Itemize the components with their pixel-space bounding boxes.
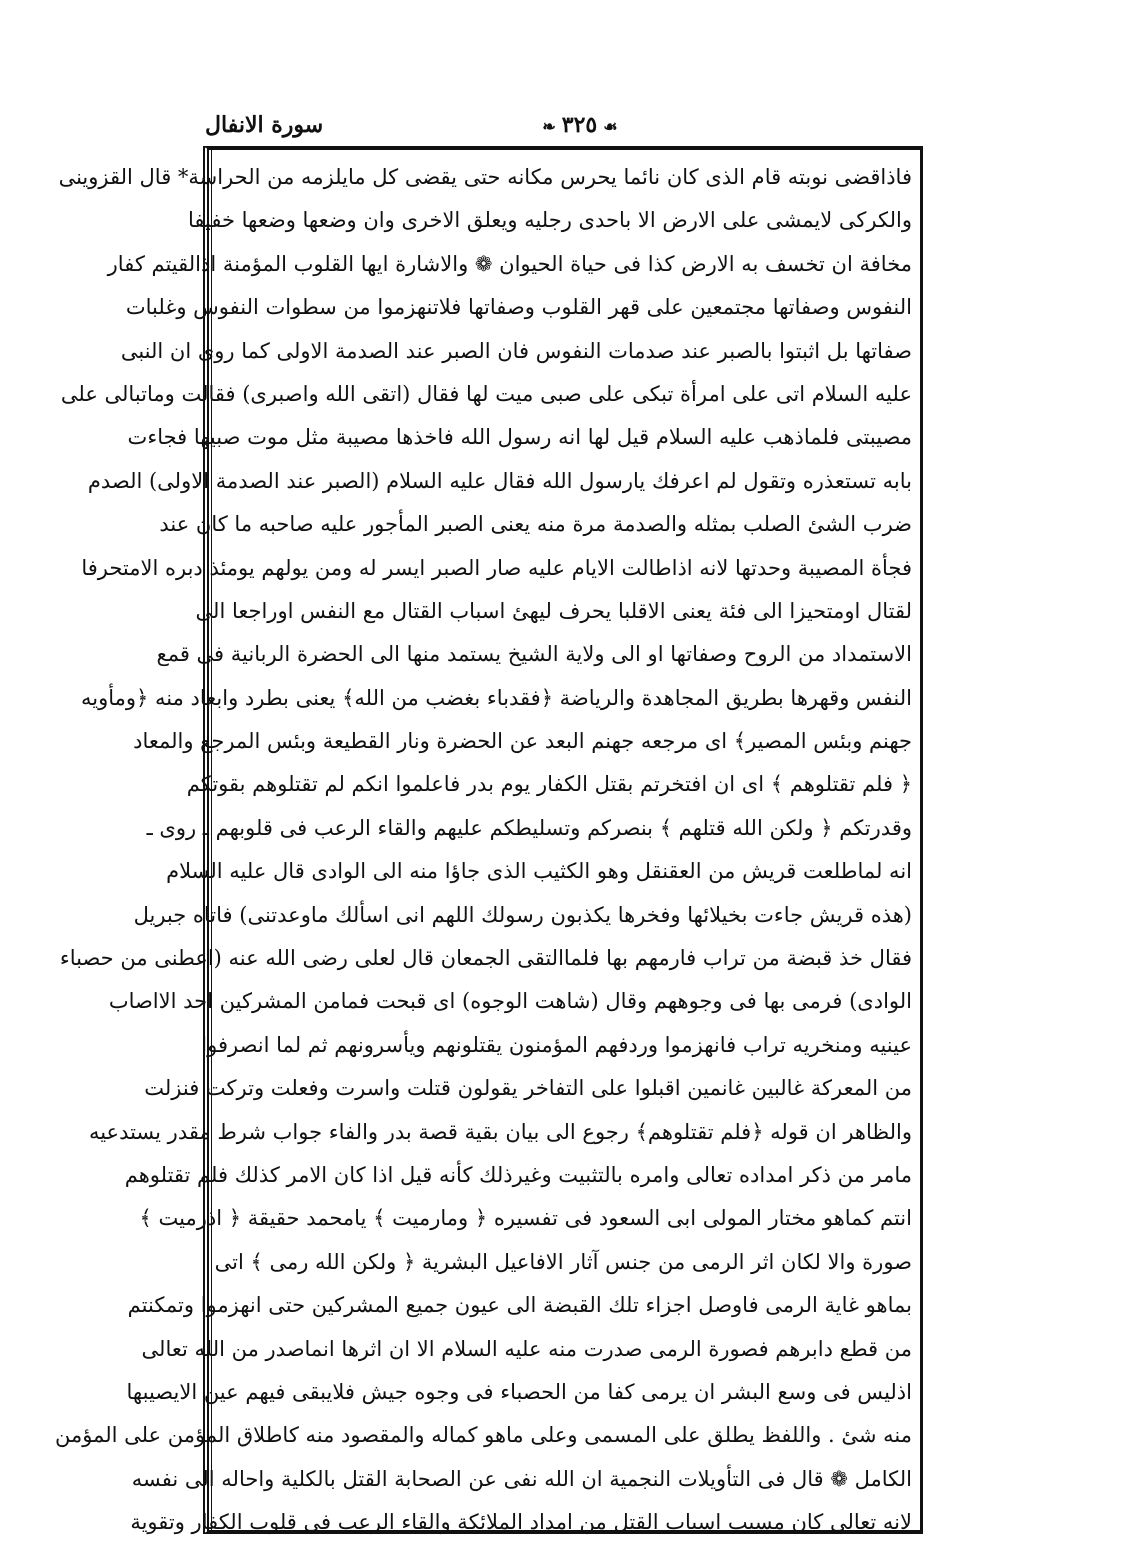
text-line: من المعركة غالبين غانمين اقبلوا على التفاخر يقولون قتلت واسرت وفعلت وتركت فنزلت	[144, 1076, 912, 1101]
text-line: انه لماطلعت قريش من العقنقل وهو الكثيب الذى جاؤا منه الى الوادى قال عليه السلام	[166, 859, 912, 884]
text-line: والظاهر ان قوله ﴿فلم تقتلوهم﴾ رجوع الى بيان بقية قصة بدر والفاء جواب شرط مقدر يستدعيه	[88, 1119, 912, 1144]
text-line: لقتال اومتحيزا الى فئة يعنى الاقلبا يحرف ليهئ اسباب القتال مع النفس اوراجعا الى	[195, 598, 912, 623]
text-line: بابه تستعذره وتقول لم اعرفك يارسول الله فقال عليه السلام (الصبر عند الصدمة الاولى) الصدم	[87, 468, 912, 493]
body-text	[54, 156, 912, 1545]
text-line: مامر من ذكر امداده تعالى وامره بالتثبيت وغيرذلك كأنه قيل اذا كان الامر كذلك فلم تقتلوهم	[124, 1162, 912, 1187]
text-line: انتم كماهو مختار المولى ابى السعود فى تفسيره ﴿ ومارميت ﴾ يامحمد حقيقة ﴿ اذرميت ﴾	[139, 1206, 912, 1231]
text-line: الاستمداد من الروح وصفاتها او الى ولاية الشيخ يستمد منها الى الحضرة الربانية فى قمع	[156, 642, 912, 667]
text-line: النفس وقهرها بطريق المجاهدة والرياضة ﴿فقدباء بغضب من الله﴾ يعنى بطرد وابعاد منه ﴿ومأويه	[80, 685, 912, 710]
text-line: ﴿ فلم تقتلوهم ﴾ اى ان افتخرتم بقتل الكفار يوم بدر فاعلموا انكم لم تقتلوهم بقوتكم	[186, 772, 912, 797]
text-line: فجأة المصيبة وحدتها لانه اذاطالت الايام عليه صار الصبر ايسر له ومن يولهم يومئذ دبره الامتحرفا	[81, 555, 912, 580]
page-number	[500, 112, 660, 138]
text-line: مصيبتى فلماذهب عليه السلام قيل لها انه رسول الله فاخذها مصيبة مثل موت صبيها فجاءت	[127, 425, 912, 450]
text-line: صورة والا لكان اثر الرمى من جنس آثار الافاعيل البشرية ﴿ ولكن الله رمى ﴾ اتى	[214, 1249, 912, 1274]
text-line: منه شئ . واللفظ يطلق على المسمى وعلى ماهو كماله والمقصود منه كاطلاق المؤمن على المؤمن	[54, 1423, 912, 1448]
text-line: صفاتها بل اثبتوا بالصبر عند صدمات النفوس فان الصبر عند الصدمة الاولى كما روى ان النبى	[120, 338, 912, 363]
text-line: عليه السلام اتى على امرأة تبكى على صبى ميت لها فقال (اتقى الله واصبرى) فقالت وماتبالى على	[60, 381, 912, 406]
text-line: فقال خذ قبضة من تراب فارمهم بها فلماالتقى الجمعان قال لعلى رضى الله عنه (اعطنى من حصباء	[59, 946, 912, 971]
text-line: (هذه قريش جاءت بخيلائها وفخرها يكذبون رسولك اللهم انى اسألك ماوعدتنى) فاتاه جبريل	[133, 902, 912, 927]
text-line: اذليس فى وسع البشر ان يرمى كفا من الحصباء فى وجوه جيش فلايبقى فيهم عين الايصيبها	[126, 1379, 912, 1404]
text-line: من قطع دابرهم فصورة الرمى صدرت منه عليه السلام الا ان اثرها انماصدر من الله تعالى	[141, 1336, 912, 1361]
text-line: بماهو غاية الرمى فاوصل اجزاء تلك القبضة الى عيون جميع المشركين حتى انهزموا وتمكنتم	[127, 1293, 912, 1318]
text-line: جهنم وبئس المصير﴾ اى مرجعه جهنم البعد عن الحضرة ونار القطيعة وبئس المرجع والمعاد	[133, 729, 912, 754]
text-line: والكركى لايمشى على الارض الا باحدى رجليه ويعلق الاخرى وان وضعها وضعها خفيفا	[188, 208, 912, 233]
text-line: فاذاقضى نوبته قام الذى كان نائما يحرس مكانه حتى يقضى كل مايلزمه من الحراسة* قال القزوينى	[58, 165, 912, 189]
text-line: الكامل ❁ قال فى التأويلات النجمية ان الله نفى عن الصحابة القتل بالكلية واحاله الى نفسه	[131, 1466, 912, 1491]
page-number-text: ٣٢٥	[561, 112, 598, 138]
text-line: مخافة ان تخسف به الارض كذا فى حياة الحيوان ❁ والاشارة ايها القلوب المؤمنة اذالقيتم كفار	[107, 251, 912, 276]
text-line: وقدرتكم ﴿ ولكن الله قتلهم ﴾ بنصركم وتسليطكم عليهم والقاء الرعب فى قلوبهم ـ روى ـ	[146, 815, 912, 840]
text-frame	[54, 146, 923, 1535]
ornament-icon: ❧	[542, 117, 556, 136]
ornament-icon: ☙	[603, 117, 618, 136]
surah-title-header: سورة الانفال	[205, 112, 324, 138]
text-line: الوادى) فرمى بها فى وجوههم وقال (شاهت الوجوه) اى قبحت فمامن المشركين احد الااصاب	[108, 989, 912, 1014]
text-line: لانه تعالى كان مسبب اسباب القتل من امداد الملائكة والقاء الرعب فى قلوب الكفار وتقوية	[130, 1510, 912, 1535]
text-line: النفوس وصفاتها مجتمعين على قهر القلوب وصفاتها فلاتنهزموا من سطوات النفوس وغلبات	[125, 295, 912, 320]
text-line: ضرب الشئ الصلب بمثله والصدمة مرة منه يعنى الصبر المأجور عليه صاحبه ما كان عند	[159, 512, 912, 537]
text-line: عينيه ومنخريه تراب فانهزموا وردفهم المؤمنون يقتلونهم ويأسرونهم ثم لما انصرفوا	[201, 1032, 912, 1057]
